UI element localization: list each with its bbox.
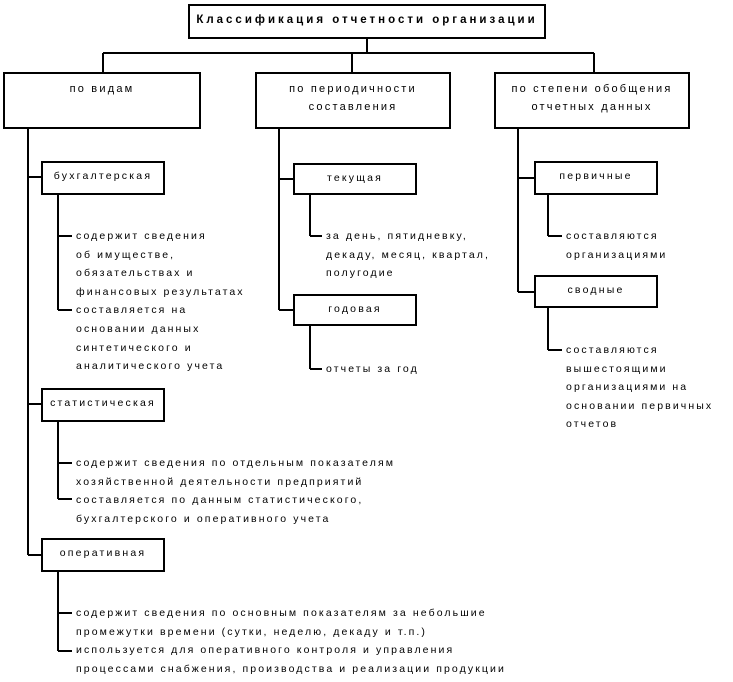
accounting-desc-line: содержит сведения xyxy=(76,230,207,242)
category-by-generalization-line-2: отчетных данных xyxy=(531,101,653,113)
annual-desc-line: отчеты за год xyxy=(326,363,419,375)
current-desc-line: за день, пятидневку, xyxy=(326,230,468,242)
category-by-period xyxy=(255,72,451,129)
summary-desc-line: основании первичных xyxy=(566,399,714,412)
current-desc-line: декаду, месяц, квартал, xyxy=(326,248,491,261)
operational-desc-line: процессами снабжения, производства и реализации продукции xyxy=(76,662,506,675)
primary-desc-line: организациями xyxy=(566,248,668,261)
category-by-period-line-2: составления xyxy=(308,101,398,113)
summary-description xyxy=(566,341,713,434)
generalization-primary: первичные xyxy=(534,161,658,195)
accounting-description xyxy=(76,227,245,376)
diagram-title: Классификация отчетности организации xyxy=(188,4,546,39)
current-desc-line: полугодие xyxy=(326,267,395,280)
summary-desc-line: вышестоящими xyxy=(566,362,668,375)
accounting-desc-line: финансовых результатах xyxy=(76,285,245,298)
statistical-desc-line: составляется по данным статистического, xyxy=(76,494,364,507)
type-operational: оперативная xyxy=(41,538,165,572)
category-by-type xyxy=(3,72,201,129)
accounting-desc-line: составляется на xyxy=(76,304,188,317)
category-by-period-line-1: по периодичности xyxy=(289,83,417,95)
type-statistical: статистическая xyxy=(41,388,165,422)
annual-description xyxy=(326,360,419,379)
statistical-description xyxy=(76,454,395,528)
generalization-summary: сводные xyxy=(534,275,658,308)
operational-desc-line: содержит сведения по основным показателям за небольшие xyxy=(76,607,487,619)
primary-description xyxy=(566,227,667,264)
current-description xyxy=(326,227,490,283)
category-by-type-label: по видам xyxy=(69,83,135,95)
type-accounting: бухгалтерская xyxy=(41,161,165,195)
statistical-desc-line: бухгалтерского и оперативного учета xyxy=(76,512,331,525)
primary-desc-line: составляются xyxy=(566,230,659,242)
operational-desc-line: промежутки времени (сутки, неделю, декаду и т.п.) xyxy=(76,625,428,638)
statistical-desc-line: содержит сведения по отдельным показателям xyxy=(76,457,396,469)
accounting-desc-line: аналитического учета xyxy=(76,360,225,373)
category-by-generalization-line-1: по степени обобщения xyxy=(511,83,673,95)
operational-desc-line: используется для оперативного контроля и управления xyxy=(76,644,455,657)
accounting-desc-line: основании данных xyxy=(76,322,201,335)
summary-desc-line: организациями на xyxy=(566,381,689,394)
operational-description xyxy=(76,604,506,678)
period-annual: годовая xyxy=(293,294,417,326)
category-by-generalization xyxy=(494,72,690,129)
accounting-desc-line: об имуществе, xyxy=(76,248,176,261)
summary-desc-line: отчетов xyxy=(566,418,619,431)
accounting-desc-line: обязательствах и xyxy=(76,267,195,280)
period-current: текущая xyxy=(293,163,417,195)
statistical-desc-line: хозяйственной деятельности предприятий xyxy=(76,475,364,488)
summary-desc-line: составляются xyxy=(566,344,659,356)
accounting-desc-line: синтетического и xyxy=(76,341,193,354)
